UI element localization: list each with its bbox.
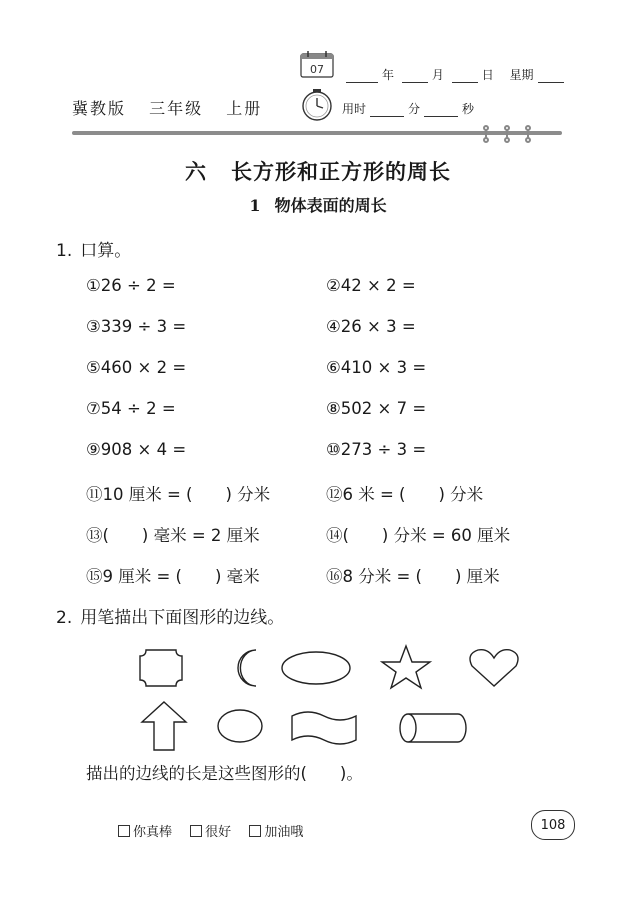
calc-item-16: ⑯8 分米 = ( ) 厘米 <box>326 567 500 586</box>
question-1-heading <box>56 236 131 261</box>
checkbox-icon <box>249 825 261 837</box>
binder-rings-icon <box>478 124 536 144</box>
chapter-title <box>0 156 636 186</box>
calc-item-13: ⑬( ) 毫米 = 2 厘米 <box>86 526 260 545</box>
edition-info <box>72 96 278 119</box>
calc-item-3: ③339 ÷ 3 = <box>86 317 187 336</box>
page-number: 108 <box>531 810 575 840</box>
month-blank[interactable] <box>402 70 428 83</box>
month-label: 月 <box>431 68 444 82</box>
minutes-label: 分 <box>408 102 421 116</box>
weekday-label: 星期 <box>509 68 534 82</box>
time-used-label: 用时 <box>342 102 367 116</box>
date-line <box>342 66 568 83</box>
star-shape <box>382 646 430 688</box>
calc-item-1: ①26 ÷ 2 = <box>86 276 176 295</box>
question-text: 用笔描出下面图形的边线。 <box>80 608 285 628</box>
calc-item-10: ⑩273 ÷ 3 = <box>326 440 427 459</box>
shapes-figure <box>128 640 528 760</box>
heart-shape <box>470 650 518 686</box>
lesson-name: 物体表面的周长 <box>274 196 387 215</box>
lesson-number: 1 <box>249 196 261 215</box>
seconds-label: 秒 <box>462 102 475 116</box>
weekday-blank[interactable] <box>538 70 564 83</box>
up-arrow-shape <box>142 702 186 750</box>
checkbox-icon <box>190 825 202 837</box>
description-text: 描出的边线的长是这些图形的( )。 <box>86 764 363 783</box>
year-label: 年 <box>382 68 395 82</box>
oval-shape <box>218 710 262 742</box>
volume: 上册 <box>226 99 263 118</box>
calc-item-14: ⑭( ) 分米 = 60 厘米 <box>326 526 511 545</box>
chapter-name: 长方形和正方形的周长 <box>231 160 451 184</box>
notched-rectangle-shape <box>140 650 182 686</box>
calc-item-4: ④26 × 3 = <box>326 317 416 336</box>
seconds-blank[interactable] <box>424 104 458 117</box>
calendar-day: 07 <box>310 63 324 76</box>
option-great[interactable]: 你真棒 <box>118 821 172 840</box>
chapter-number: 六 <box>185 160 207 184</box>
question-number: 1. <box>56 241 73 261</box>
publisher: 冀教版 <box>72 99 127 118</box>
calc-item-12: ⑫6 米 = ( ) 分米 <box>326 485 484 504</box>
clock-icon <box>300 88 334 122</box>
calc-item-6: ⑥410 × 3 = <box>326 358 427 377</box>
lesson-title <box>0 193 636 216</box>
calc-item-5: ⑤460 × 2 = <box>86 358 187 377</box>
calc-item-8: ⑧502 × 7 = <box>326 399 427 418</box>
checkbox-icon <box>118 825 130 837</box>
grade: 三年级 <box>149 99 204 118</box>
time-line <box>342 100 474 117</box>
question-text: 口算。 <box>80 241 132 261</box>
calc-item-7: ⑦54 ÷ 2 = <box>86 399 176 418</box>
crescent-moon-shape <box>238 650 256 686</box>
minutes-blank[interactable] <box>370 104 404 117</box>
cylinder-shape <box>400 714 466 742</box>
calc-item-15: ⑮9 厘米 = ( ) 毫米 <box>86 567 260 586</box>
ellipse-shape <box>282 652 350 684</box>
question-number: 2. <box>56 608 73 628</box>
question-2-heading <box>56 603 284 628</box>
day-blank[interactable] <box>452 70 478 83</box>
calendar-icon <box>300 50 334 78</box>
wavy-banner-shape <box>292 712 356 744</box>
self-evaluation <box>118 821 317 841</box>
year-blank[interactable] <box>346 70 378 83</box>
day-label: 日 <box>481 68 494 82</box>
option-good[interactable]: 很好 <box>190 821 231 840</box>
option-keep-going[interactable]: 加油哦 <box>249 821 303 840</box>
calc-item-2: ②42 × 2 = <box>326 276 416 295</box>
calc-item-11: ⑪10 厘米 = ( ) 分米 <box>86 485 271 504</box>
calc-item-9: ⑨908 × 4 = <box>86 440 187 459</box>
